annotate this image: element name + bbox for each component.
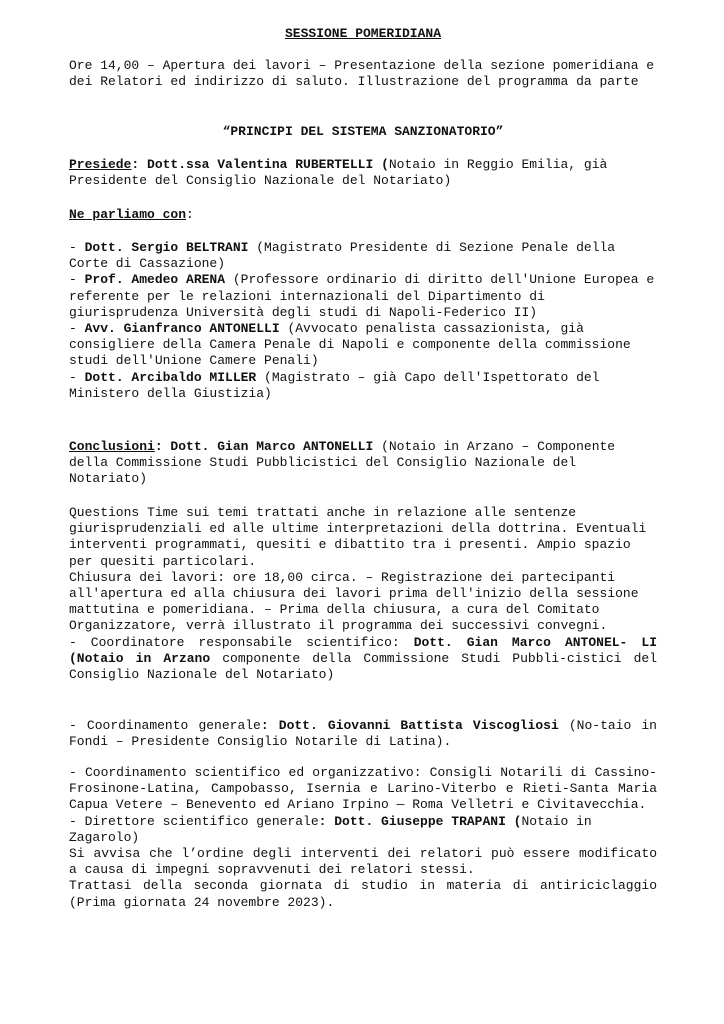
director-post: Notaio in Zagarolo)	[69, 813, 592, 845]
general-name: : Dott. Giovanni Battista Viscogliosi	[260, 718, 559, 733]
conclusions-paragraph	[69, 439, 657, 488]
speaker-dash: -	[69, 369, 85, 385]
opening-paragraph: Ore 14,00 – Apertura dei lavori – Presentazione della sezione pomeridiana e dei Relatori ed indirizzo di saluto. Illustrazione del programma da parte	[69, 58, 655, 90]
speakers-list	[69, 240, 657, 402]
general-pre: - Coordinamento generale	[69, 718, 261, 733]
speaker-dash: -	[69, 240, 85, 255]
conclusions-desc: (Notaio in Arzano – Componente della Commissione Studi Pubblicistici del Consiglio Nazionale del Notariato)	[69, 439, 616, 487]
speaker-name: Prof. Amedeo ARENA	[84, 272, 226, 288]
coordinator-paragraph	[69, 635, 657, 684]
speaker-item	[69, 272, 657, 321]
coordinator-name-cont: LI (Notaio in Arzano	[69, 634, 657, 666]
speaker-desc: (Magistrato – già Capo dell'Ispettorato del Ministero della Giustizia)	[69, 369, 600, 401]
chair-desc: Notaio in Reggio Emilia, già Presidente del Consiglio Nazionale del Notariato)	[69, 157, 608, 189]
coordinator-post: componente della Commissione Studi Pubbli-cistici del Consiglio Nazionale del Notariato)	[69, 650, 657, 683]
speakers-label: Ne parliamo con	[69, 207, 187, 222]
speaker-name: Dott. Arcibaldo MILLER	[84, 369, 257, 385]
scientific-org-paragraph: - Coordinamento scientifico ed organizzativo: Consigli Notarili di Cassino-Frosinone-Latina, Campobasso, Isernia e Larino-Viterbo e Rieti-Santa Maria Capua Vetere – Benevento ed Ariano Irpino — Roma Velletri e Civitavecchia.	[69, 765, 657, 813]
general-coordination	[69, 718, 657, 750]
speaker-item	[69, 321, 657, 370]
speaker-desc: (Magistrato Presidente di Sezione Penale della Corte di Cassazione)	[69, 240, 616, 272]
closing-paragraph: Chiusura dei lavori: ore 18,00 circa. – Registrazione dei partecipanti all'apertura ed alla chiusura dei lavori prima dell'inizio della sessione mattutina e pomeridiana. – Prima della chiusura, a cura del Comitato Organizzatore, verrà illustrato il programma dei successivi convegni.	[69, 569, 639, 634]
info-block	[69, 505, 657, 683]
director-name: : Dott. Giuseppe TRAPANI (	[318, 813, 522, 829]
speaker-name: Avv. Gianfranco ANTONELLI	[84, 321, 280, 337]
speaker-dash: -	[69, 272, 85, 288]
session-title: SESSIONE POMERIDIANA	[284, 26, 442, 41]
speakers-colon: :	[186, 207, 194, 222]
director-pre: - Direttore scientifico generale	[69, 813, 319, 829]
chair-label: Presiede	[69, 157, 132, 172]
speaker-dash: -	[69, 321, 85, 337]
director-paragraph	[69, 814, 657, 846]
speaker-desc: (Avvocato penalista cassazionista, già consigliere della Camera Penale di Napoli e componente della commissione studi dell'Unione Camere Penali)	[69, 321, 631, 369]
chair-paragraph	[69, 157, 657, 189]
final-block	[69, 765, 657, 911]
speaker-item	[69, 240, 657, 272]
chair-name: : Dott.ssa Valentina RUBERTELLI (	[131, 157, 389, 172]
coordinator-pre: - Coordinatore responsabile scientifico:	[69, 634, 414, 650]
speaker-name: Dott. Sergio BELTRANI	[84, 240, 249, 255]
notice-paragraph: Si avvisa che l’ordine degli interventi dei relatori può essere modificato a causa di impegni sopravvenuti dei relatori stessi.	[69, 846, 657, 878]
general-post: (No-taio in Fondi – Presidente Consiglio Notarile di Latina).	[69, 718, 657, 750]
conclusions-name: : Dott. Gian Marco ANTONELLI	[154, 439, 374, 454]
conclusions-label: Conclusioni	[69, 439, 155, 454]
coordinator-name: Dott. Gian Marco ANTONEL-	[413, 634, 628, 650]
questions-paragraph: Questions Time sui temi trattati anche in relazione alle sentenze giurisprudenziali ed alle ultime interpretazioni della dottrina. Eventuali interventi programmati, quesiti e dibattito tra i presenti. Ampio spazio per quesiti particolari.	[69, 505, 647, 569]
subtitle: “PRINCIPI DEL SISTEMA SANZIONATORIO”	[222, 124, 504, 139]
speakers-heading	[69, 207, 657, 223]
final-paragraph: Trattasi della seconda giornata di studio in materia di antiriciclaggio (Prima giornata 24 novembre 2023).	[69, 878, 657, 910]
speaker-desc: (Professore ordinario di diritto dell'Unione Europea e referente per le relazioni internazionali del Dipartimento di giurisprudenza Università degli studi di Napoli-Federico II)	[69, 272, 655, 320]
speaker-item	[69, 370, 657, 402]
